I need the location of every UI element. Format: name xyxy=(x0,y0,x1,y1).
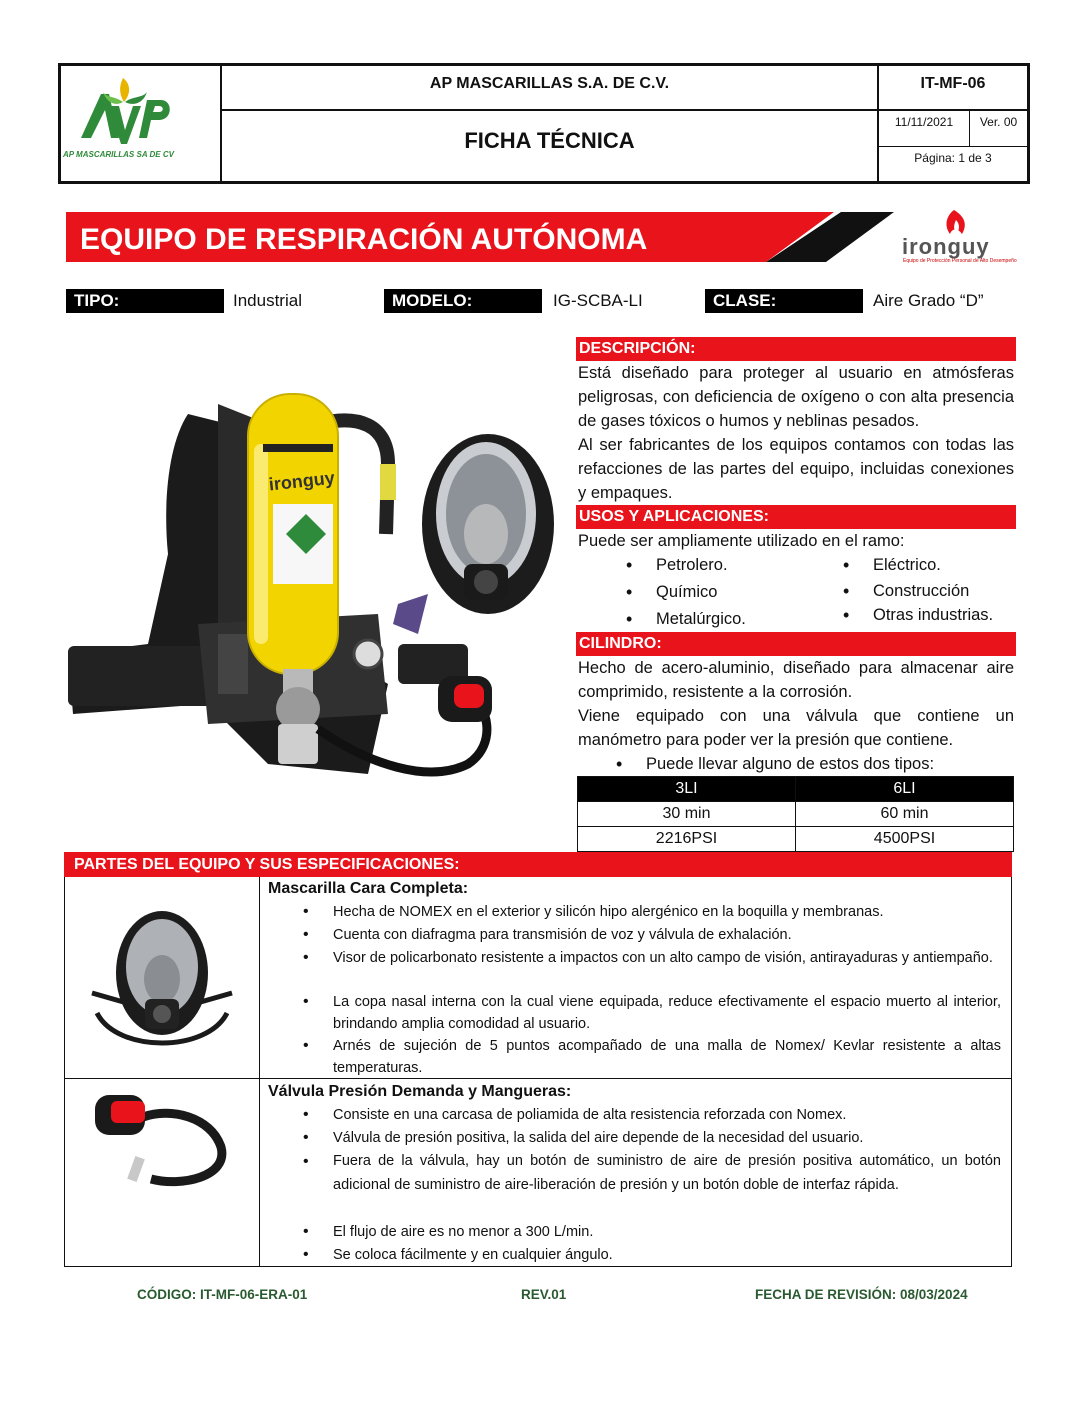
page-number: Página: 1 de 3 xyxy=(914,151,992,165)
cilindro-text-1: Hecho de acero-aluminio, diseñado para almacenar aire comprimido, resistente a la corrosión. xyxy=(578,659,1014,701)
company-logo xyxy=(61,66,222,181)
document-header xyxy=(58,63,1030,184)
descripcion-text-1: Está diseñado para proteger al usuario en atmósferas peligrosas, con deficiencia de oxígeno o con alta presencia de gases tóxicos o humos y neblinas pesados. xyxy=(578,364,1014,430)
descripcion-text-2: Al ser fabricantes de los equipos contamos con todas las refacciones de las partes del equipo, incluidas conexiones y empaques. xyxy=(578,436,1014,502)
mascarilla-item: • La copa nasal interna con la cual viene equipada, reduce efectivamente el espacio muerto al interior, brindando amplia comodidad al usuario. xyxy=(333,991,1001,1035)
mascarilla-item: • Arnés de sujeción de 5 puntos acompañado de una malla de Nomex/ Kevlar resistente a altas temperaturas. xyxy=(333,1035,1001,1079)
modelo-value: IG-SCBA-LI xyxy=(553,291,643,310)
footer-revision-date: FECHA DE REVISIÓN: 08/03/2024 xyxy=(755,1287,968,1302)
mascarilla-title: Mascarilla Cara Completa: xyxy=(268,880,469,897)
footer-revision: REV.01 xyxy=(521,1287,567,1302)
cylinder-table xyxy=(577,776,1014,852)
brand-name: ironguy xyxy=(902,234,990,259)
mascarilla-item: • Cuenta con diafragma para transmisión de voz y válvula de exhalación. xyxy=(333,924,1001,946)
cilindro-bullet: • Puede llevar alguno de estos dos tipos: xyxy=(646,752,934,776)
tank-brand-label: ironguy xyxy=(267,467,336,495)
avp-logo-icon xyxy=(61,66,219,176)
full-face-mask-image xyxy=(87,903,237,1053)
logo-caption: AP MASCARILLAS SA DE CV xyxy=(63,150,174,159)
cylinder-table-cell: 60 min xyxy=(796,802,1014,827)
uso-item: • Construcción xyxy=(873,579,969,603)
company-name: AP MASCARILLAS S.A. DE C.V. xyxy=(222,66,879,111)
valvula-item: • Consiste en una carcasa de poliamida de alta resistencia reforzada con Nomex. xyxy=(333,1104,1001,1126)
tipo-value: Industrial xyxy=(233,291,302,310)
uso-item: • Químico xyxy=(656,580,717,604)
cilindro-heading: CILINDRO: xyxy=(576,632,1016,656)
demand-valve-hose-image xyxy=(91,1087,241,1191)
descripcion-heading: DESCRIPCIÓN: xyxy=(576,337,1016,361)
mascarilla-item: • Visor de policarbonato resistente a impactos con un alto campo de visión, antirayaduras y antiempaño. xyxy=(333,947,1001,969)
document-code: IT-MF-06 xyxy=(879,66,1027,111)
document-date: 11/11/2021 xyxy=(879,111,970,147)
clase-label: CLASE: xyxy=(705,289,863,313)
cylinder-table-cell: 30 min xyxy=(578,802,796,827)
footer-code: CÓDIGO: IT-MF-06-ERA-01 xyxy=(137,1287,308,1302)
valvula-item: • Válvula de presión positiva, la salida del aire depende de la necesidad del usuario. xyxy=(333,1127,1001,1149)
valvula-item: • Se coloca fácilmente y en cualquier ángulo. xyxy=(333,1244,1001,1266)
document-title: FICHA TÉCNICA xyxy=(222,111,879,181)
cylinder-table-header: 6LI xyxy=(796,777,1014,802)
uso-item: • Metalúrgico. xyxy=(656,607,746,631)
cilindro-text-2: Viene equipado con una válvula que contiene un manómetro para poder ver la presión que contiene. xyxy=(578,707,1014,749)
usos-heading: USOS Y APLICACIONES: xyxy=(576,505,1016,529)
partes-heading: PARTES DEL EQUIPO Y SUS ESPECIFICACIONES: xyxy=(64,852,1012,877)
uso-item: • Petrolero. xyxy=(656,553,728,577)
cylinder-table-header: 3LI xyxy=(578,777,796,802)
tipo-label: TIPO: xyxy=(66,289,224,313)
valvula-item: • Fuera de la válvula, hay un botón de suministro de aire de presión positiva automático, un botón adicional de suministro de aire-liberación de presión y un botón doble de interfaz rápida. xyxy=(333,1150,1001,1197)
cylinder-table-cell: 2216PSI xyxy=(578,827,796,852)
modelo-label: MODELO: xyxy=(384,289,542,313)
clase-value: Aire Grado “D” xyxy=(873,291,984,310)
uso-item: • Otras industrias. xyxy=(873,603,993,627)
uso-item: • Eléctrico. xyxy=(873,553,941,577)
product-title: EQUIPO DE RESPIRACIÓN AUTÓNOMA xyxy=(80,223,648,256)
brand-tagline: Equipo de Protección Personal de Alto Desempeño xyxy=(903,258,1017,264)
valvula-item: • El flujo de aire es no menor a 300 L/min. xyxy=(333,1221,1001,1243)
usos-intro: Puede ser ampliamente utilizado en el ramo: xyxy=(578,532,905,550)
document-version: Ver. 00 xyxy=(970,111,1027,147)
scba-equipment-image xyxy=(68,384,558,804)
valvula-title: Válvula Presión Demanda y Mangueras: xyxy=(268,1083,572,1100)
cylinder-table-cell: 4500PSI xyxy=(796,827,1014,852)
mascarilla-item: • Hecha de NOMEX en el exterior y silicón hipo alergénico en la boquilla y membranas. xyxy=(333,901,1001,923)
